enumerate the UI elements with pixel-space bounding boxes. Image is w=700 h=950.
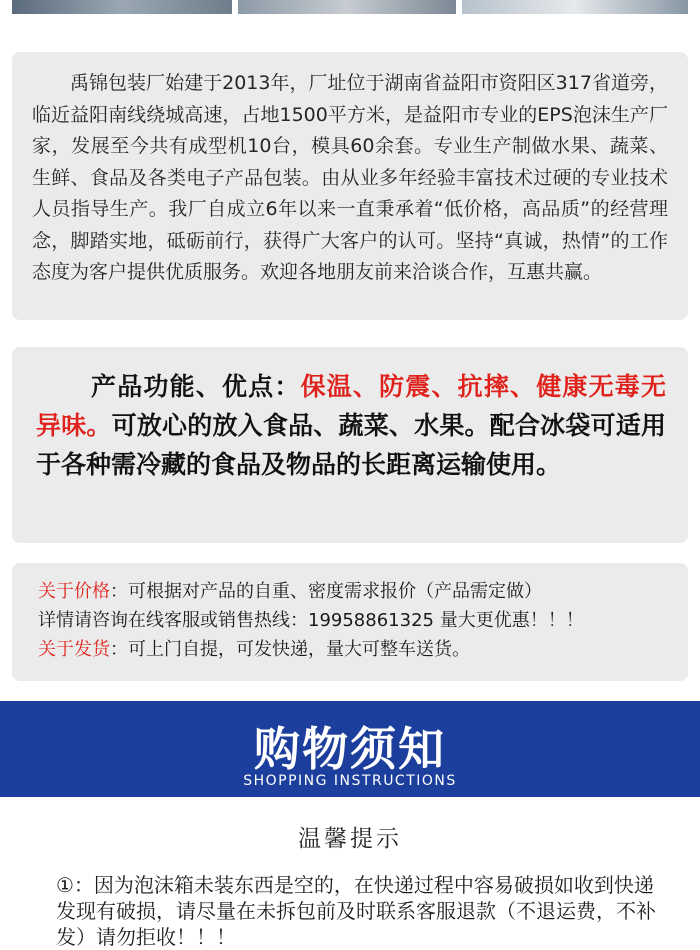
factory-photo: [462, 0, 688, 14]
price-label: 关于价格: [38, 581, 110, 602]
price-line: [38, 577, 678, 606]
photo-strip: [0, 0, 700, 16]
factory-photo: [12, 0, 232, 14]
factory-photo: [238, 0, 456, 14]
pricing-lines: [38, 577, 678, 664]
features-highlight: 保温、防震、抗摔、健康无毒无异味。: [36, 372, 666, 440]
contact-line: 详情请咨询在线客服或销售热线：19958861325 量大更优惠！！！: [38, 610, 584, 631]
pricing-panel: [12, 563, 688, 681]
shipping-text: ：可上门自提，可发快递，量大可整车送货。: [110, 639, 470, 660]
company-intro-panel: [12, 52, 688, 320]
tips-text: ①：因为泡沫箱未装东西是空的，在快递过程中容易破损如收到快递发现有破损，请尽量在未拆包前及时联系客服退款（不退运费，不补发）请勿拒收！！！: [56, 873, 656, 949]
price-text: ：可根据对产品的自重、密度需求报价（产品需定做）: [110, 581, 542, 602]
features-rest: 可放心的放入食品、蔬菜、水果。配合冰袋可适用于各种需冷藏的食品及物品的长距离运输使用。: [36, 411, 666, 479]
tips-heading: 温馨提示: [298, 826, 402, 852]
company-intro-text: 禹锦包装厂始建于2013年，厂址位于湖南省益阳市资阳区317省道旁，临近益阳南线绕城高速，占地1500平方米，是益阳市专业的EPS泡沫生产厂家，发展至今共有成型机10台，模具60余套。专业生产制做水果、蔬菜、生鲜、食品及各类电子产品包装。由从业多年经验丰富技术过硬的专业技术人员指导生产。我厂自成立6年以来一直秉承着“低价格，高品质”的经营理念，脚踏实地，砥砺前行，获得广大客户的认可。坚持“真诚，热情”的工作态度为客户提供优质服务。欢迎各地朋友前来洽谈合作，互惠共赢。: [32, 72, 668, 283]
banner-subtitle: SHOPPING INSTRUCTIONS: [243, 773, 457, 789]
product-features-panel: [12, 347, 688, 543]
shipping-line: [38, 635, 678, 664]
product-features-text: [36, 367, 666, 484]
banner-title: 购物须知: [254, 722, 446, 776]
features-lead: 产品功能、优点：: [91, 372, 301, 401]
shipping-label: 关于发货: [38, 639, 110, 660]
shopping-instructions-banner: [0, 701, 700, 797]
